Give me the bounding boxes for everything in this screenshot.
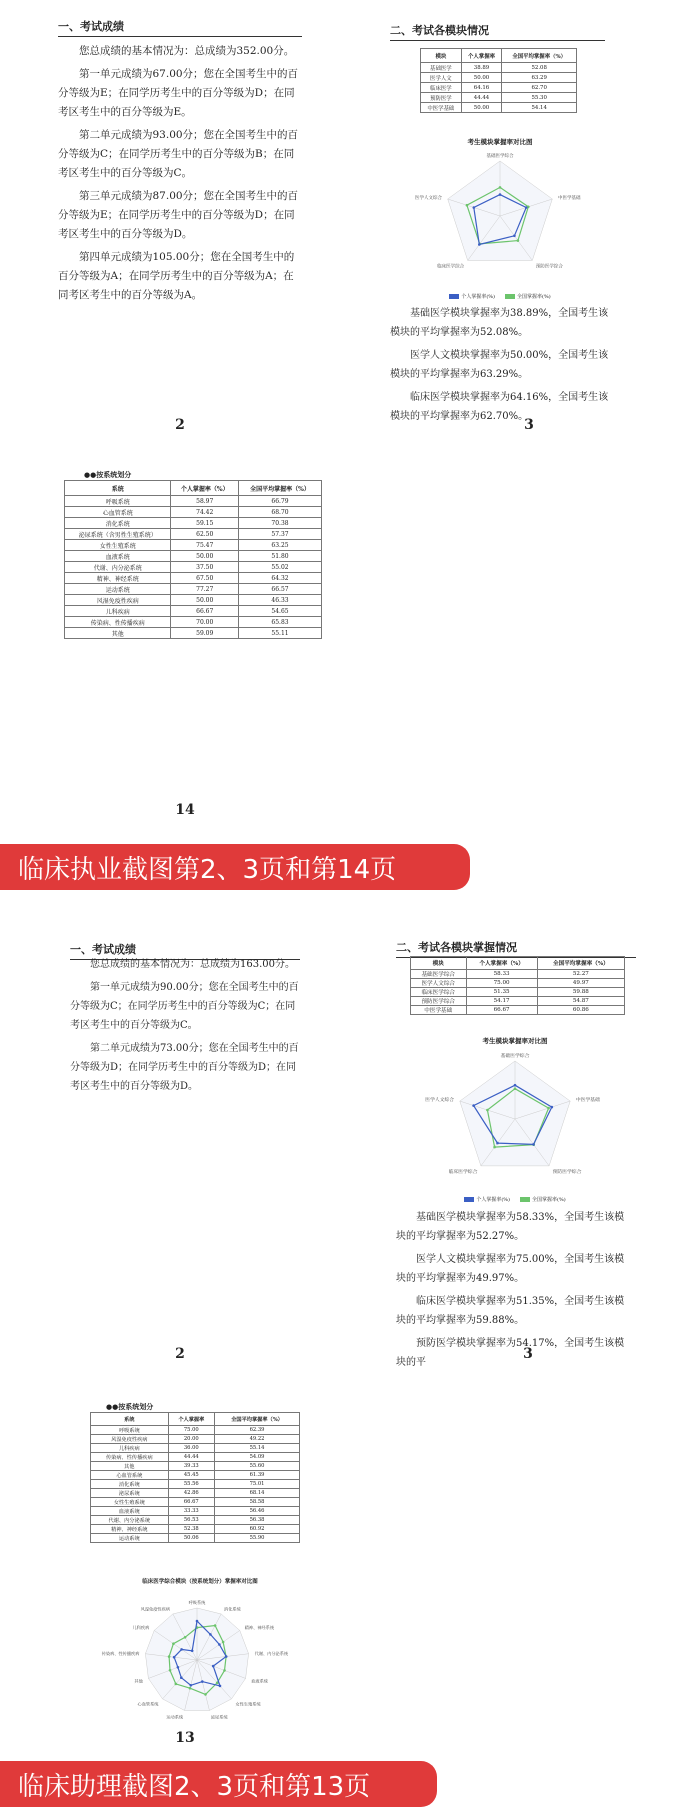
b1-p3-module-table (420, 48, 577, 113)
b2-p13-page-number: 13 (175, 1730, 195, 1746)
table-row (421, 103, 577, 113)
table-row (421, 83, 577, 93)
radar-point (499, 193, 502, 196)
table-cell: 代谢、内分泌系统 (91, 1516, 169, 1525)
table-row (91, 1444, 300, 1453)
table-cell: 54.87 (537, 997, 624, 1006)
b2-p3-module-table-wrap (410, 956, 625, 1015)
table-row (65, 606, 322, 617)
table-cell: 52.08 (502, 63, 577, 73)
radar-point (486, 1109, 489, 1112)
b1-p3-body (390, 304, 610, 430)
table-cell: 51.80 (239, 551, 322, 562)
table-cell: 64.32 (239, 573, 322, 584)
table-cell: 52.38 (168, 1525, 214, 1534)
b2-p3-radar-chart (410, 1044, 620, 1194)
radar-point (547, 1107, 550, 1110)
table-cell: 77.27 (171, 584, 239, 595)
radar-axis-label: 基础医学综合 (500, 1054, 530, 1059)
table-row (65, 617, 322, 628)
b2-p2-section-title: 一、考试成绩 (70, 941, 300, 960)
table-row (65, 551, 322, 562)
legend-national: 全国掌握率(%) (520, 1196, 566, 1203)
table-row (411, 970, 625, 979)
radar-point (218, 1643, 221, 1646)
radar-axis-label: 医学人文综合 (415, 196, 442, 202)
table-row (65, 595, 322, 606)
table-row (65, 562, 322, 573)
radar-point (184, 1636, 187, 1639)
table-row (411, 997, 625, 1006)
banner-clinical-practitioner: 临床执业截图第2、3页和第14页 (0, 844, 470, 890)
table-cell: 63.25 (239, 540, 322, 551)
table-cell: 传染病、性传播疾病 (65, 617, 171, 628)
paragraph: 医学人文模块掌握率为50.00%，全国考生该模块的平均掌握率为63.29%。 (390, 350, 609, 380)
radar-point (517, 239, 520, 242)
table-cell: 59.15 (171, 518, 239, 529)
b2-p13-radar-chart (90, 1585, 305, 1735)
table-cell: 67.50 (171, 573, 239, 584)
paragraph: 基础医学模块掌握率为38.89%，全国考生该模块的平均掌握率为52.08%。 (390, 308, 609, 338)
table-row (421, 63, 577, 73)
table-header: 系统 (91, 1413, 169, 1426)
table-cell: 运动系统 (65, 584, 171, 595)
table-row (91, 1534, 300, 1543)
radar-axis-label: 女性生殖系统 (235, 1701, 261, 1707)
paragraph: 医学人文模块掌握率为75.00%，全国考生该模块的平均掌握率为49.97%。 (396, 1254, 625, 1284)
b1-p2-page-number: 2 (175, 417, 185, 433)
table-row (411, 979, 625, 988)
b2-p2-page-number: 2 (175, 1346, 185, 1362)
table-cell: 50.06 (168, 1534, 214, 1543)
table-header: 模块 (411, 957, 467, 970)
radar-point (209, 1633, 212, 1636)
table-cell: 65.83 (239, 617, 322, 628)
table-row (421, 93, 577, 103)
table-row (65, 584, 322, 595)
table-cell: 66.57 (239, 584, 322, 595)
table-header: 全国平均掌握率（%） (537, 957, 624, 970)
table-row (65, 518, 322, 529)
table-cell: 75.00 (466, 979, 537, 988)
table-row (91, 1471, 300, 1480)
table-cell: 50.00 (171, 595, 239, 606)
radar-point (514, 1084, 517, 1087)
b2-p3-chart-title: 考生模块掌握率对比图 (482, 1037, 548, 1045)
radar-axis-label: 临床医学综合 (448, 1169, 478, 1175)
b2-p13-caption: ●●按系统划分 (106, 1402, 154, 1411)
b2-p13-chart-title: 临床医学综合模块（按系统划分）掌握率对比图 (142, 1579, 258, 1585)
radar-point (525, 206, 528, 209)
b1-p14-system-table (64, 480, 322, 639)
table-cell: 49.22 (215, 1435, 300, 1444)
table-row (91, 1507, 300, 1516)
radar-axis-label: 中医学基础 (558, 196, 581, 202)
table-cell: 37.50 (171, 562, 239, 573)
table-cell: 传染病、性传播疾病 (91, 1453, 169, 1462)
b1-p3-module-table-wrap (420, 48, 577, 113)
legend-personal: 个人掌握率(%) (464, 1196, 510, 1203)
table-cell: 68.14 (215, 1489, 300, 1498)
table-cell: 44.44 (461, 93, 502, 103)
paragraph: 第二单元成绩为93.00分；您在全国考生中的百分等级为C；在同学历考生中的百分等级为B；在同考区考生中的百分等级为C。 (58, 129, 299, 179)
table-cell: 62.39 (215, 1426, 300, 1435)
paragraph: 临床医学模块掌握率为51.35%，全国考生该模块的平均掌握率为59.88%。 (396, 1296, 625, 1326)
table-cell: 58.33 (466, 970, 537, 979)
table-cell: 46.33 (239, 595, 322, 606)
table-cell: 54.14 (502, 103, 577, 113)
table-cell: 55.90 (215, 1534, 300, 1543)
table-cell: 62.50 (171, 529, 239, 540)
paragraph: 第三单元成绩为87.00分；您在全国考生中的百分等级为E；在同学历考生中的百分等级为D；在同考区考生中的百分等级为D。 (58, 190, 299, 240)
radar-axis-label: 风湿免疫性疾病 (140, 1606, 170, 1612)
table-row (65, 540, 322, 551)
table-row (65, 496, 322, 507)
table-cell: 医学人文 (421, 73, 462, 83)
table-cell: 预防医学 (421, 93, 462, 103)
radar-point (189, 1687, 192, 1690)
table-cell: 66.79 (239, 496, 322, 507)
table-cell: 55.60 (215, 1462, 300, 1471)
table-cell: 55.56 (168, 1480, 214, 1489)
banner-clinical-assistant: 临床助理截图2、3页和第13页 (0, 1761, 437, 1807)
radar-axis-label: 中医学基础 (575, 1098, 600, 1104)
table-header: 个人掌握率（%） (171, 481, 239, 496)
table-cell: 50.00 (461, 73, 502, 83)
table-cell: 57.37 (239, 529, 322, 540)
table-cell: 泌尿系统（含男性生殖系统） (65, 529, 171, 540)
table-cell: 基础医学综合 (411, 970, 467, 979)
radar-point (168, 1655, 171, 1658)
table-cell: 医学人文综合 (411, 979, 467, 988)
table-header: 模块 (421, 49, 462, 63)
radar-axis-label: 代谢、内分泌系统 (254, 1651, 289, 1656)
radar-point (466, 204, 469, 207)
b1-p3-chart-title: 考生模块掌握率对比图 (467, 138, 533, 146)
b1-p2-body (58, 42, 302, 309)
table-cell: 74.42 (171, 507, 239, 518)
table-row (91, 1462, 300, 1471)
table-row (421, 73, 577, 83)
table-cell: 66.67 (168, 1498, 214, 1507)
table-cell: 其他 (91, 1462, 169, 1471)
radar-point (214, 1624, 217, 1627)
table-cell: 其他 (65, 628, 171, 639)
radar-point (473, 206, 476, 209)
radar-axis-label: 心血管系统 (137, 1701, 159, 1707)
table-cell: 55.11 (239, 628, 322, 639)
paragraph: 您总成绩的基本情况为：总成绩为352.00分。 (79, 45, 295, 57)
radar-axis-label: 运动系统 (166, 1714, 184, 1720)
b1-p3-radar-chart (405, 144, 595, 294)
table-cell: 55.14 (215, 1444, 300, 1453)
radar-point (499, 186, 502, 189)
table-cell: 呼吸系统 (91, 1426, 169, 1435)
table-cell: 56.53 (168, 1516, 214, 1525)
b1-p14-caption: ●●按系统划分 (84, 470, 132, 479)
table-row (91, 1453, 300, 1462)
radar-point (173, 1656, 176, 1659)
radar-point (223, 1669, 226, 1672)
table-cell: 运动系统 (91, 1534, 169, 1543)
table-cell: 心血管系统 (91, 1471, 169, 1480)
radar-point (222, 1641, 225, 1644)
radar-point (532, 1143, 535, 1146)
b1-p3-section-title: 二、考试各模块情况 (390, 22, 605, 41)
radar-point (180, 1648, 183, 1651)
table-cell: 59.09 (171, 628, 239, 639)
table-cell: 精神、神经系统 (65, 573, 171, 584)
b2-p3-section-title: 二、考试各模块掌握情况 (396, 939, 636, 958)
radar-axis-label: 预防医学综合 (552, 1169, 582, 1175)
radar-point (172, 1642, 175, 1645)
table-row (91, 1498, 300, 1507)
table-cell: 42.86 (168, 1489, 214, 1498)
b2-p3-legend (440, 1196, 590, 1203)
radar-point (190, 1684, 193, 1687)
table-cell: 血液系统 (91, 1507, 169, 1516)
paragraph: 基础医学模块掌握率为58.33%，全国考生该模块的平均掌握率为52.27%。 (396, 1212, 625, 1242)
table-row (91, 1426, 300, 1435)
table-cell: 64.16 (461, 83, 502, 93)
paragraph: 第一单元成绩为67.00分；您在全国考生中的百分等级为E；在同学历考生中的百分等级为D；在同考区考生中的百分等级为E。 (58, 68, 299, 118)
table-header: 个人掌握率 (461, 49, 502, 63)
b1-p14-page-number: 14 (175, 802, 195, 818)
radar-point (225, 1655, 228, 1658)
table-cell: 心血管系统 (65, 507, 171, 518)
table-cell: 62.70 (502, 83, 577, 93)
table-header: 全国平均掌握率（%） (215, 1413, 300, 1426)
radar-axis-label: 儿科疾病 (132, 1625, 150, 1631)
table-cell: 女性生殖系统 (91, 1498, 169, 1507)
table-cell: 血液系统 (65, 551, 171, 562)
radar-point (180, 1676, 183, 1679)
table-cell: 63.29 (502, 73, 577, 83)
table-cell: 68.70 (239, 507, 322, 518)
table-cell: 58.58 (215, 1498, 300, 1507)
table-cell: 风湿免疫性疾病 (91, 1435, 169, 1444)
radar-axis-label: 血液系统 (251, 1678, 268, 1684)
radar-axis-label: 预防医学综合 (535, 264, 563, 270)
table-cell: 50.00 (461, 103, 502, 113)
radar-point (478, 243, 481, 246)
paragraph: 第一单元成绩为90.00分；您在全国考生中的百分等级为C；在同学历考生中的百分等级为C；在同考区考生中的百分等级为C。 (70, 982, 299, 1031)
table-cell: 呼吸系统 (65, 496, 171, 507)
table-cell: 44.44 (168, 1453, 214, 1462)
table-cell: 60.92 (215, 1525, 300, 1534)
table-cell: 75.00 (168, 1426, 214, 1435)
table-cell: 33.33 (168, 1507, 214, 1516)
table-row (411, 988, 625, 997)
table-row (91, 1516, 300, 1525)
table-header: 个人掌握率 (168, 1413, 214, 1426)
table-cell: 61.39 (215, 1471, 300, 1480)
radar-axis-label: 呼吸系统 (188, 1600, 206, 1605)
paragraph: 第四单元成绩为105.00分；您在全国考生中的百分等级为A；在同学历考生中的百分等级为A；在同考区考生中的百分等级为A。 (58, 251, 295, 301)
b2-p2-body (70, 955, 300, 1100)
paragraph: 您总成绩的基本情况为：总成绩为163.00分。 (90, 959, 295, 970)
table-cell: 临床医学综合 (411, 988, 467, 997)
table-header: 全国平均掌握率（%） (239, 481, 322, 496)
table-cell: 50.00 (171, 551, 239, 562)
radar-point (177, 1666, 180, 1669)
radar-axis-label: 基础医学综合 (486, 154, 514, 159)
table-cell: 58.97 (171, 496, 239, 507)
radar-axis-label: 精神、神经系统 (244, 1625, 275, 1631)
table-cell: 59.88 (537, 988, 624, 997)
b1-p2-section-title: 一、考试成绩 (58, 18, 302, 37)
table-cell: 中医学基础 (411, 1006, 467, 1015)
radar-point (493, 1146, 496, 1149)
paragraph: 预防医学模块掌握率为54.17%，全国考生该模块的平 (396, 1338, 625, 1368)
table-header: 系统 (65, 481, 171, 496)
legend-national: 全国掌握率(%) (505, 293, 551, 300)
table-row (65, 507, 322, 518)
radar-axis-label: 临床医学综合 (437, 264, 465, 270)
table-cell: 54.65 (239, 606, 322, 617)
table-cell: 39.33 (168, 1462, 214, 1471)
b1-p3-page-number: 3 (524, 417, 534, 433)
table-cell: 60.86 (537, 1006, 624, 1015)
table-cell: 55.02 (239, 562, 322, 573)
table-cell: 75.47 (171, 540, 239, 551)
table-cell: 预防医学综合 (411, 997, 467, 1006)
radar-point (204, 1693, 207, 1696)
table-row (91, 1480, 300, 1489)
table-cell: 精神、神经系统 (91, 1525, 169, 1534)
table-cell: 女性生殖系统 (65, 540, 171, 551)
table-cell: 20.00 (168, 1435, 214, 1444)
radar-point (513, 235, 516, 238)
radar-point (496, 1142, 499, 1145)
radar-point (196, 1620, 199, 1623)
b2-p13-system-table (90, 1412, 300, 1543)
table-cell: 54.17 (466, 997, 537, 1006)
table-cell: 70.38 (239, 518, 322, 529)
radar-point (175, 1683, 178, 1686)
table-cell: 中医学基础 (421, 103, 462, 113)
radar-point (219, 1685, 222, 1688)
table-header: 全国平均掌握率（%） (502, 49, 577, 63)
table-cell: 临床医学 (421, 83, 462, 93)
radar-point (472, 1104, 475, 1107)
table-header: 个人掌握率（%） (466, 957, 537, 970)
radar-point (191, 1650, 194, 1653)
table-row (411, 1006, 625, 1015)
radar-axis-label: 传染病、性传播疾病 (101, 1651, 140, 1656)
radar-point (514, 1087, 517, 1090)
radar-point (212, 1665, 215, 1668)
table-cell: 消化系统 (65, 518, 171, 529)
radar-axis-label: 其他 (134, 1678, 143, 1684)
radar-axis-label: 消化系统 (224, 1606, 241, 1612)
table-cell: 51.35 (466, 988, 537, 997)
radar-point (201, 1680, 204, 1683)
table-cell: 52.27 (537, 970, 624, 979)
table-row (91, 1435, 300, 1444)
table-cell: 儿科疾病 (65, 606, 171, 617)
table-cell: 49.97 (537, 979, 624, 988)
b2-p3-page-number: 3 (523, 1346, 533, 1362)
table-cell: 代谢、内分泌系统 (65, 562, 171, 573)
legend-personal: 个人掌握率(%) (449, 293, 495, 300)
table-cell: 风湿免疫性疾病 (65, 595, 171, 606)
b1-p3-legend (420, 293, 580, 300)
table-cell: 70.00 (171, 617, 239, 628)
radar-axis-label: 医学人文综合 (425, 1098, 455, 1104)
paragraph: 临床医学模块掌握率为64.16%，全国考生该模块的平均掌握率为62.70%。 (390, 392, 609, 422)
table-cell: 55.30 (502, 93, 577, 103)
table-cell: 消化系统 (91, 1480, 169, 1489)
table-cell: 66.67 (171, 606, 239, 617)
table-cell: 45.45 (168, 1471, 214, 1480)
table-cell: 54.09 (215, 1453, 300, 1462)
table-cell: 75.01 (215, 1480, 300, 1489)
table-cell: 泌尿系统 (91, 1489, 169, 1498)
table-row (65, 628, 322, 639)
table-cell: 38.89 (461, 63, 502, 73)
table-cell: 56.46 (215, 1507, 300, 1516)
table-cell: 56.38 (215, 1516, 300, 1525)
table-cell: 36.00 (168, 1444, 214, 1453)
table-row (91, 1489, 300, 1498)
radar-point (551, 1106, 554, 1109)
table-cell: 儿科疾病 (91, 1444, 169, 1453)
table-cell: 基础医学 (421, 63, 462, 73)
table-row (65, 573, 322, 584)
radar-point (169, 1669, 172, 1672)
table-row (91, 1525, 300, 1534)
table-cell: 66.67 (466, 1006, 537, 1015)
radar-axis-label: 泌尿系统 (210, 1714, 228, 1720)
table-row (65, 529, 322, 540)
b2-p3-module-table (410, 956, 625, 1015)
paragraph: 第二单元成绩为73.00分；您在全国考生中的百分等级为D；在同学历考生中的百分等级为D；在同考区考生中的百分等级为D。 (70, 1043, 299, 1092)
